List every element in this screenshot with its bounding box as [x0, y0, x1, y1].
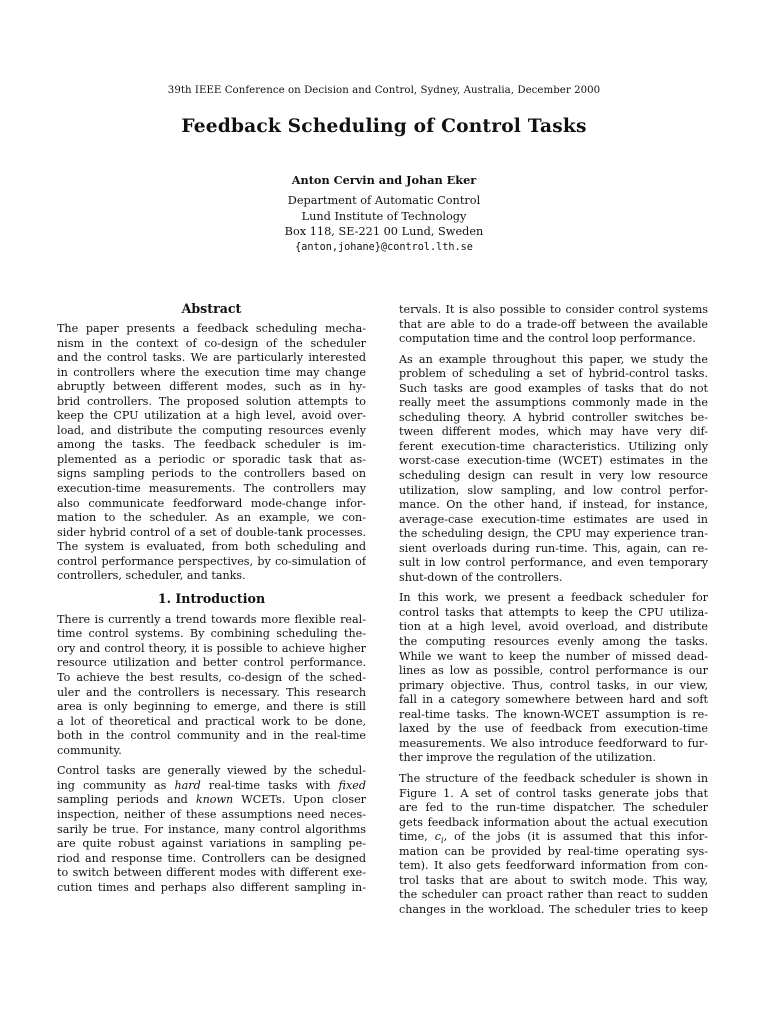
right-paragraph-4 — [399, 772, 708, 917]
text-line: sider hybrid control of a set of double-tank processes. — [57, 525, 366, 539]
text-line-with-math — [399, 830, 708, 845]
text-line: tervals. It is also possible to consider control systems — [399, 303, 708, 316]
text-line: tion at a high level, avoid overload, and distribute — [399, 620, 708, 634]
text-line: to switch between different modes with different exe- — [57, 866, 366, 880]
text-line: measurements. We also introduce feedforward to fur- — [399, 736, 708, 750]
text-line: problem of scheduling a set of hybrid-control tasks. — [399, 367, 708, 381]
text-line: inspection, neither of these assumptions need neces- — [57, 807, 366, 821]
text-line: The system is evaluated, from both scheduling and — [57, 540, 366, 554]
text-line: As an example throughout this paper, we study the — [399, 352, 708, 366]
text-line: the computing resources evenly among the tasks. — [399, 635, 708, 649]
text-line-with-emphasis — [57, 779, 366, 794]
intro-paragraph-1 — [57, 613, 366, 758]
text-line: The paper presents a feedback scheduling mecha- — [57, 322, 366, 335]
text-line: In this work, we present a feedback scheduler for — [399, 591, 708, 605]
text-line: the scheduling design, the CPU may experience tran- — [399, 527, 708, 541]
text-line: Control tasks are generally viewed by the schedul- — [57, 764, 366, 778]
text-line: cution times and perhaps also different sampling in- — [57, 880, 366, 894]
text-line: While we want to keep the number of missed dead- — [399, 649, 708, 663]
text-line: signs sampling periods to the controllers based on — [57, 467, 366, 481]
text-line-with-emphasis — [57, 793, 366, 808]
text-line: riod and response time. Controllers can be designed — [57, 851, 366, 865]
text-line: control performance perspectives, by co-simulation of — [57, 554, 366, 568]
text-line: brid controllers. The proposed solution attempts to — [57, 394, 366, 408]
text-line: sult in low control performance, and even temporary — [399, 556, 708, 570]
text-line: tem). It also gets feedforward information from con- — [399, 859, 708, 873]
text-line: lines as low as possible, control performance is our — [399, 664, 708, 678]
text-line: community. — [57, 743, 122, 757]
text-line: control tasks that attempts to keep the CPU utiliza- — [399, 605, 708, 619]
author-email: {anton,johane}@control.lth.se — [295, 241, 473, 253]
text-line: that are able to do a trade-off between the available — [399, 317, 708, 331]
text-fragment: time, — [399, 830, 435, 844]
text-line: mation can be provided by real-time operating sys- — [399, 844, 708, 858]
abstract-heading: Abstract — [181, 301, 242, 316]
author-names: Anton Cervin and Johan Eker — [291, 173, 477, 187]
text-line: plemented as a periodic or sporadic task that as- — [57, 452, 366, 466]
emphasis-hard: hard — [174, 778, 201, 792]
right-paragraph-2 — [399, 353, 708, 586]
affiliation-block — [0, 193, 768, 255]
text-line: nism in the context of co-design of the scheduler — [57, 336, 366, 350]
math-subscript-i: i — [441, 836, 444, 845]
text-line: really meet the assumptions commonly made in the — [399, 396, 708, 410]
text-line: uler and the controllers is necessary. This research — [57, 685, 366, 699]
text-line: execution-time measurements. The controllers may — [57, 482, 366, 496]
text-line: scheduling theory. A hybrid controller switches be- — [399, 410, 708, 424]
text-fragment: WCETs. Upon closer — [233, 793, 366, 807]
text-line: To achieve the best results, co-design of the sched- — [57, 671, 366, 685]
text-line: mance. On the other hand, if instead, for instance, — [399, 498, 708, 512]
left-column — [57, 300, 366, 901]
conference-line: 39th IEEE Conference on Decision and Control, Sydney, Australia, December 2000 — [167, 85, 601, 96]
text-line: resource utilization and better control performance. — [57, 656, 366, 670]
right-column — [399, 303, 708, 923]
text-line: gets feedback information about the actual execution — [399, 815, 708, 829]
text-line: both in the control community and in the real-time — [57, 729, 366, 743]
text-line: among the tasks. The feedback scheduler is im- — [57, 438, 366, 452]
emphasis-known: known — [195, 793, 234, 807]
math-variable-c: c — [434, 830, 442, 844]
text-line: fall in a category somewhere between hard and soft — [399, 693, 708, 707]
abstract-paragraph — [57, 322, 366, 584]
text-line: changes in the workload. The scheduler tries to keep — [399, 902, 708, 916]
text-fragment: real-time tasks with — [200, 778, 339, 792]
text-line: mation to the scheduler. As an example, we con- — [57, 511, 366, 525]
text-line: load, and distribute the computing resources evenly — [57, 423, 366, 437]
text-line: computation time and the control loop performance. — [399, 332, 696, 346]
text-line: the scheduler can proact rather than react to sudden — [399, 888, 708, 902]
text-line: sarily be true. For instance, many control algorithms — [57, 822, 366, 836]
text-line: keep the CPU utilization at a high level, avoid over- — [57, 409, 366, 423]
text-line: laxed by the use of feedback from execution-time — [399, 722, 708, 736]
text-line: in controllers where the execution time may change — [57, 365, 366, 379]
paper-title: Feedback Scheduling of Control Tasks — [181, 116, 587, 137]
text-fragment: ing community as — [57, 778, 175, 792]
affiliation-institute: Lund Institute of Technology — [301, 209, 467, 223]
text-line: controllers, scheduler, and tanks. — [57, 569, 246, 583]
affiliation-department: Department of Automatic Control — [287, 194, 481, 207]
text-line: real-time tasks. The known-WCET assumption is re- — [399, 707, 708, 721]
text-line: The structure of the feedback scheduler is shown in — [399, 771, 708, 785]
right-paragraph-1 — [399, 303, 708, 347]
text-line: ther improve the regulation of the utilization. — [399, 751, 656, 765]
text-line: ory and control theory, it is possible to achieve higher — [57, 641, 366, 655]
text-line: sient overloads during run-time. This, again, can re- — [399, 541, 708, 555]
text-line: time control systems. By combining scheduling the- — [57, 627, 366, 641]
text-line: are fed to the run-time dispatcher. The scheduler — [399, 801, 708, 815]
text-line: also communicate feedforward mode-change infor- — [57, 496, 366, 510]
emphasis-fixed: fixed — [338, 778, 366, 792]
text-line: Figure 1. A set of control tasks generate jobs that — [399, 786, 708, 800]
text-line: shut-down of the controllers. — [399, 570, 563, 584]
right-paragraph-3 — [399, 591, 708, 766]
text-line: area is only beginning to emerge, and there is still — [57, 700, 366, 714]
text-line: tween different modes, which may have very dif- — [399, 425, 708, 439]
text-line: There is currently a trend towards more flexible real- — [57, 612, 366, 626]
text-line: ferent execution-time characteristics. Utilizing only — [399, 439, 708, 453]
text-fragment: , of the jobs (it is assumed that this infor- — [443, 830, 708, 844]
text-line: a lot of theoretical and practical work to be done, — [57, 714, 366, 728]
text-line: average-case execution-time estimates are used in — [399, 512, 708, 526]
text-line: Such tasks are good examples of tasks that do not — [399, 381, 708, 395]
text-line: are quite robust against variations in sampling pe- — [57, 837, 366, 851]
intro-paragraph-2 — [57, 764, 366, 895]
text-line: abruptly between different modes, such as in hy- — [57, 380, 366, 394]
affiliation-address: Box 118, SE-221 00 Lund, Sweden — [284, 225, 484, 238]
text-line: scheduling design can result in very low resource — [399, 469, 708, 483]
introduction-heading: 1. Introduction — [157, 590, 266, 606]
text-line: trol tasks that are about to switch mode. This way, — [399, 873, 708, 887]
text-line: utilization, slow sampling, and low control perfor- — [399, 483, 708, 497]
text-line: primary objective. Thus, control tasks, in our view, — [399, 678, 708, 692]
text-line: and the control tasks. We are particularly interested — [57, 351, 366, 365]
text-line: worst-case execution-time (WCET) estimates in the — [399, 454, 708, 468]
text-fragment: sampling periods and — [57, 793, 196, 807]
